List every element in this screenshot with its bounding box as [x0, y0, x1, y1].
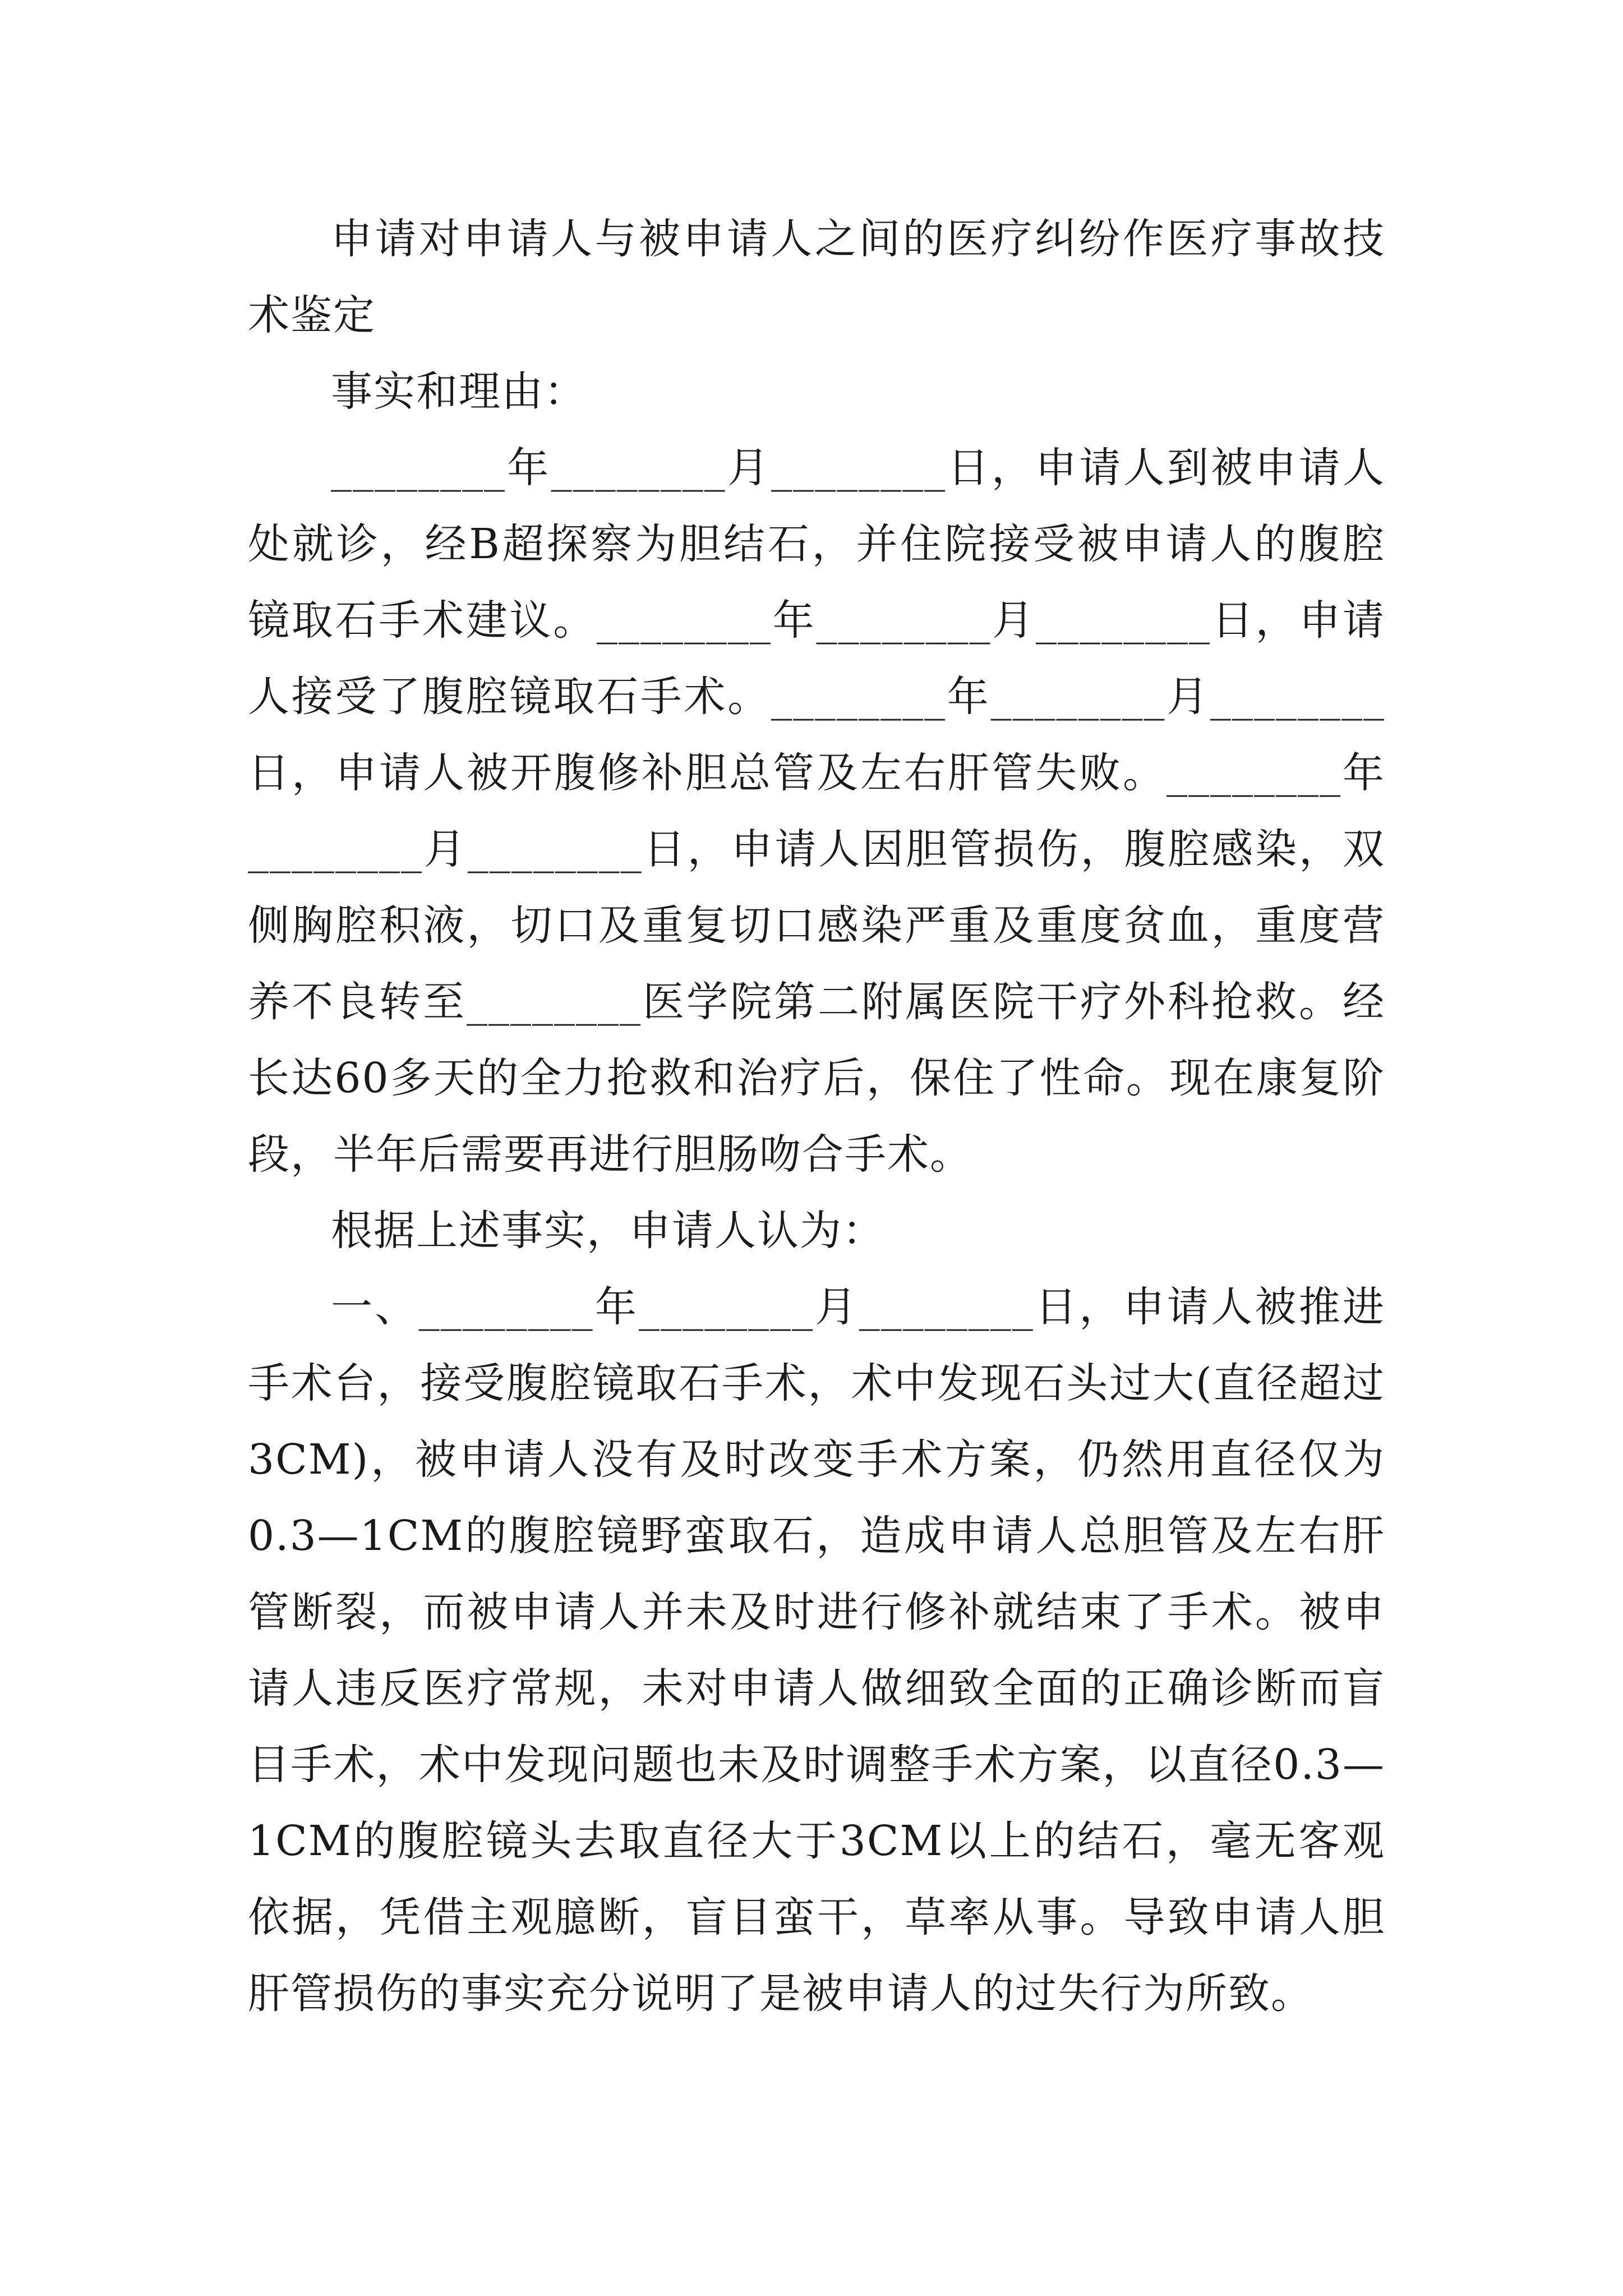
request-paragraph: 申请对申请人与被申请人之间的医疗纠纷作医疗事故技术鉴定: [248, 215, 1385, 339]
facts-heading: 事实和理由：: [331, 367, 587, 416]
conclusion-heading: 根据上述事实，申请人认为：: [331, 1207, 885, 1255]
point-one-paragraph: 一、________年________月________日，申请人被推进手术台，接受腹腔镜取石手术，术中发现石头过大(直径超过3CM)，被申请人没有及时改变手术方案，仍然用直径仅为0.3—1CM的腹腔镜野蛮取石，造成申请人总胆管及左右肝管断裂，而被申请人并未及时进行修补就结束了手术。被申请人违反医疗常规，未对申请人做细致全面的正确诊断而盲目手术，术中发现问题也未及时调整手术方案，以直径0.3—1CM的腹腔镜头去取直径大于3CM以上的结石，毫无客观依据，凭借主观臆断，盲目蛮干，草率从事。导致申请人胆肝管损伤的事实充分说明了是被申请人的过失行为所致。: [248, 1283, 1385, 2018]
facts-paragraph: ________年________月________日，申请人到被申请人处就诊，经B超探察为胆结石，并住院接受被申请人的腹腔镜取石手术建议。________年________月________日，申请人接受了腹腔镜取石手术。________年________月________日，申请人被开腹修补胆总管及左右肝管失败。________年________月________日，申请人因胆管损伤，腹腔感染，双侧胸腔积液，切口及重复切口感染严重及重度贫血，重度营养不良转至________医学院第二附属医院干疗外科抢救。经长达60多天的全力抢救和治疗后，保住了性命。现在康复阶段，半年后需要再进行胆肠吻合手术。: [248, 444, 1385, 1179]
document-page: [248, 201, 1385, 2032]
